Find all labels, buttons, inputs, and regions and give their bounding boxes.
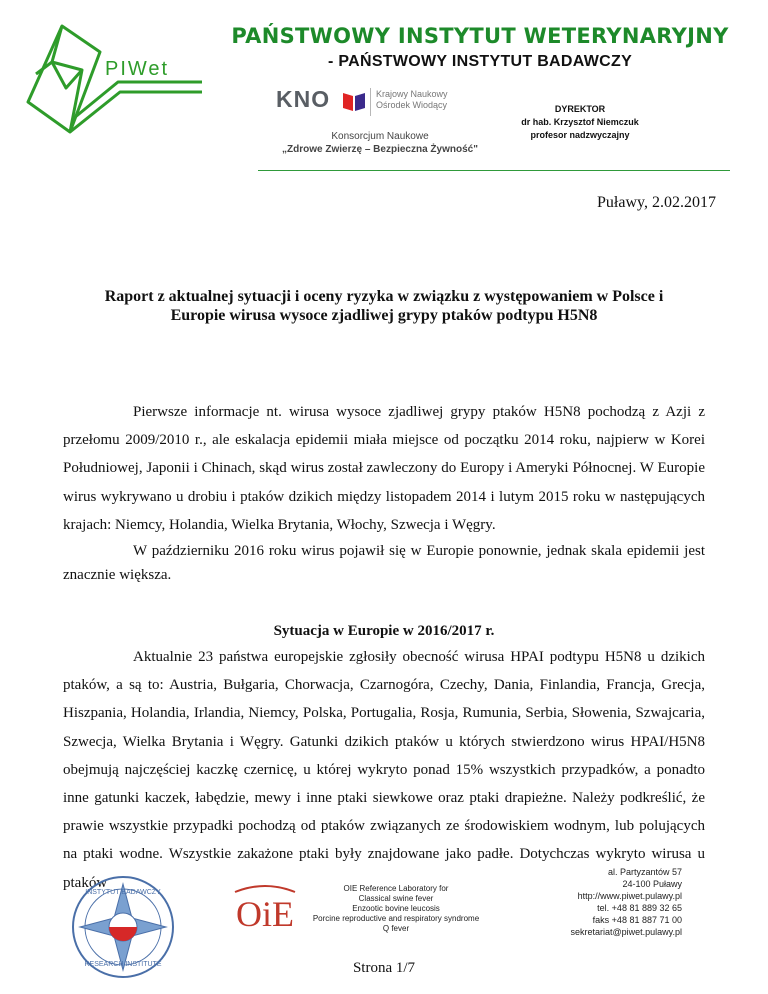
director-name: dr hab. Krzysztof Niemczuk [521, 117, 639, 127]
paragraph-europe-situation: Aktualnie 23 państwa europejskie zgłosiły obecność wirusa HPAI podtypu H5N8 u dzikich ptaków, a są to: Austria, Bułgaria, Chorwacja, Czarnogóra, Czechy, Dania, Finlandia, Francja, Grecja, Hiszpania, Holandia, Irlandia, Niemcy, Polska, Portugalia, Rosja, Rumunia, Serbia, Słowenia, Szwajcaria, Szwecja, Wielka Brytania i Węgry. Gatunki dzikich ptaków u których stwierdzono wirus HPAI/H5N8 obejmują najczęściej kaczkę czernicę, u której wykryto ponad 15% wszystkich przypadków, a ponadto inne gatunki kaczek, łabędzie, mewy i inne ptaki siewkowe oraz ptaki drapieżne. Należy podkreślić, że prawie wszystkie przypadki pochodzą od ptaków związanych ze środowiskiem wodnym, lub polujących na ptaki wodne. Wszystkie zakażone ptaki były znajdowane jako padłe. Dotychczas wykryto wirusa u ptaków [63, 649, 705, 891]
section-heading: Sytuacja w Europie w 2016/2017 r. [273, 623, 495, 639]
header-divider [258, 170, 730, 171]
director-title: DYREKTOR [554, 104, 606, 114]
svg-text:RESEARCH INSTITUTE: RESEARCH INSTITUTE [84, 961, 162, 968]
paragraph-intro: Pierwsze informacje nt. wirusa wysoce zjadliwej grypy ptaków H5N8 pochodzą z Azji z przełomu 2009/2010 r., ale eskalacja epidemii miała miejsce od początku 2014 roku, najpierw w Korei Południowej, Japonii i Chinach, skąd wirus został zawleczony do Europy i Ameryki Północnej. W Europie wirus wykrywano u drobiu i ptaków dzikich między listopadem 2014 i lutym 2015 roku w następujących krajach: Niemcy, Holandia, Wielka Brytania, Włochy, Szwecja i Węgry. [63, 404, 705, 533]
research-institute-seal-icon [68, 872, 178, 982]
website-link[interactable]: http://www.piwet.pulawy.pl [577, 891, 682, 901]
piwet-logo-icon [22, 22, 202, 152]
kno-book-icon [342, 90, 366, 112]
email-link[interactable]: sekretariat@piwet.pulawy.pl [570, 927, 682, 937]
oie-logo [225, 884, 305, 941]
report-title: Raport z aktualnej sytuacji i oceny ryzyka w związku z występowaniem w Polsce i Europie wirusa wysoce zjadliwej grypy ptaków podtypu H5N8 [104, 288, 664, 324]
consortium-label: Konsorcjum Naukowe [331, 131, 429, 142]
kno-logo: KNO [276, 86, 331, 112]
institute-subtitle: - PAŃSTWOWY INSTYTUT BADAWCZY [327, 53, 633, 70]
contact-address: al. Partyzantów 57 24-100 Puławy http://www.piwet.pulawy.pl tel. +48 81 889 32 65 faks +48 81 887 71 00 sekretariat@piwet.pulawy.pl [570, 867, 682, 937]
institute-name: PAŃSTWOWY INSTYTUT WETERYNARYJNY [231, 24, 729, 48]
consortium-motto: „Zdrowe Zwierzę – Bezpieczna Żywność" [282, 144, 478, 155]
page-number: Strona 1/7 [352, 960, 416, 976]
svg-text:OiE: OiE [236, 894, 294, 934]
kno-full-name: Krajowy Naukowy Ośrodek Wiodący [376, 89, 448, 110]
oie-reference-text: OIE Reference Laboratory for Classical swine fever Enzootic bovine leucosis Porcine reproductive and respiratory syndrome Q fever [312, 884, 480, 933]
svg-text:INSTYTUT BADAWCZY: INSTYTUT BADAWCZY [85, 889, 161, 896]
kno-separator [370, 88, 371, 116]
document-date: Puławy, 2.02.2017 [597, 194, 716, 211]
piwet-logo-text: PIWet [105, 58, 170, 80]
director-rank: profesor nadzwyczajny [530, 130, 630, 140]
paragraph-recurrence: W październiku 2016 roku wirus pojawił się w Europie ponownie, jednak skala epidemii jest znacznie większa. [63, 543, 705, 583]
